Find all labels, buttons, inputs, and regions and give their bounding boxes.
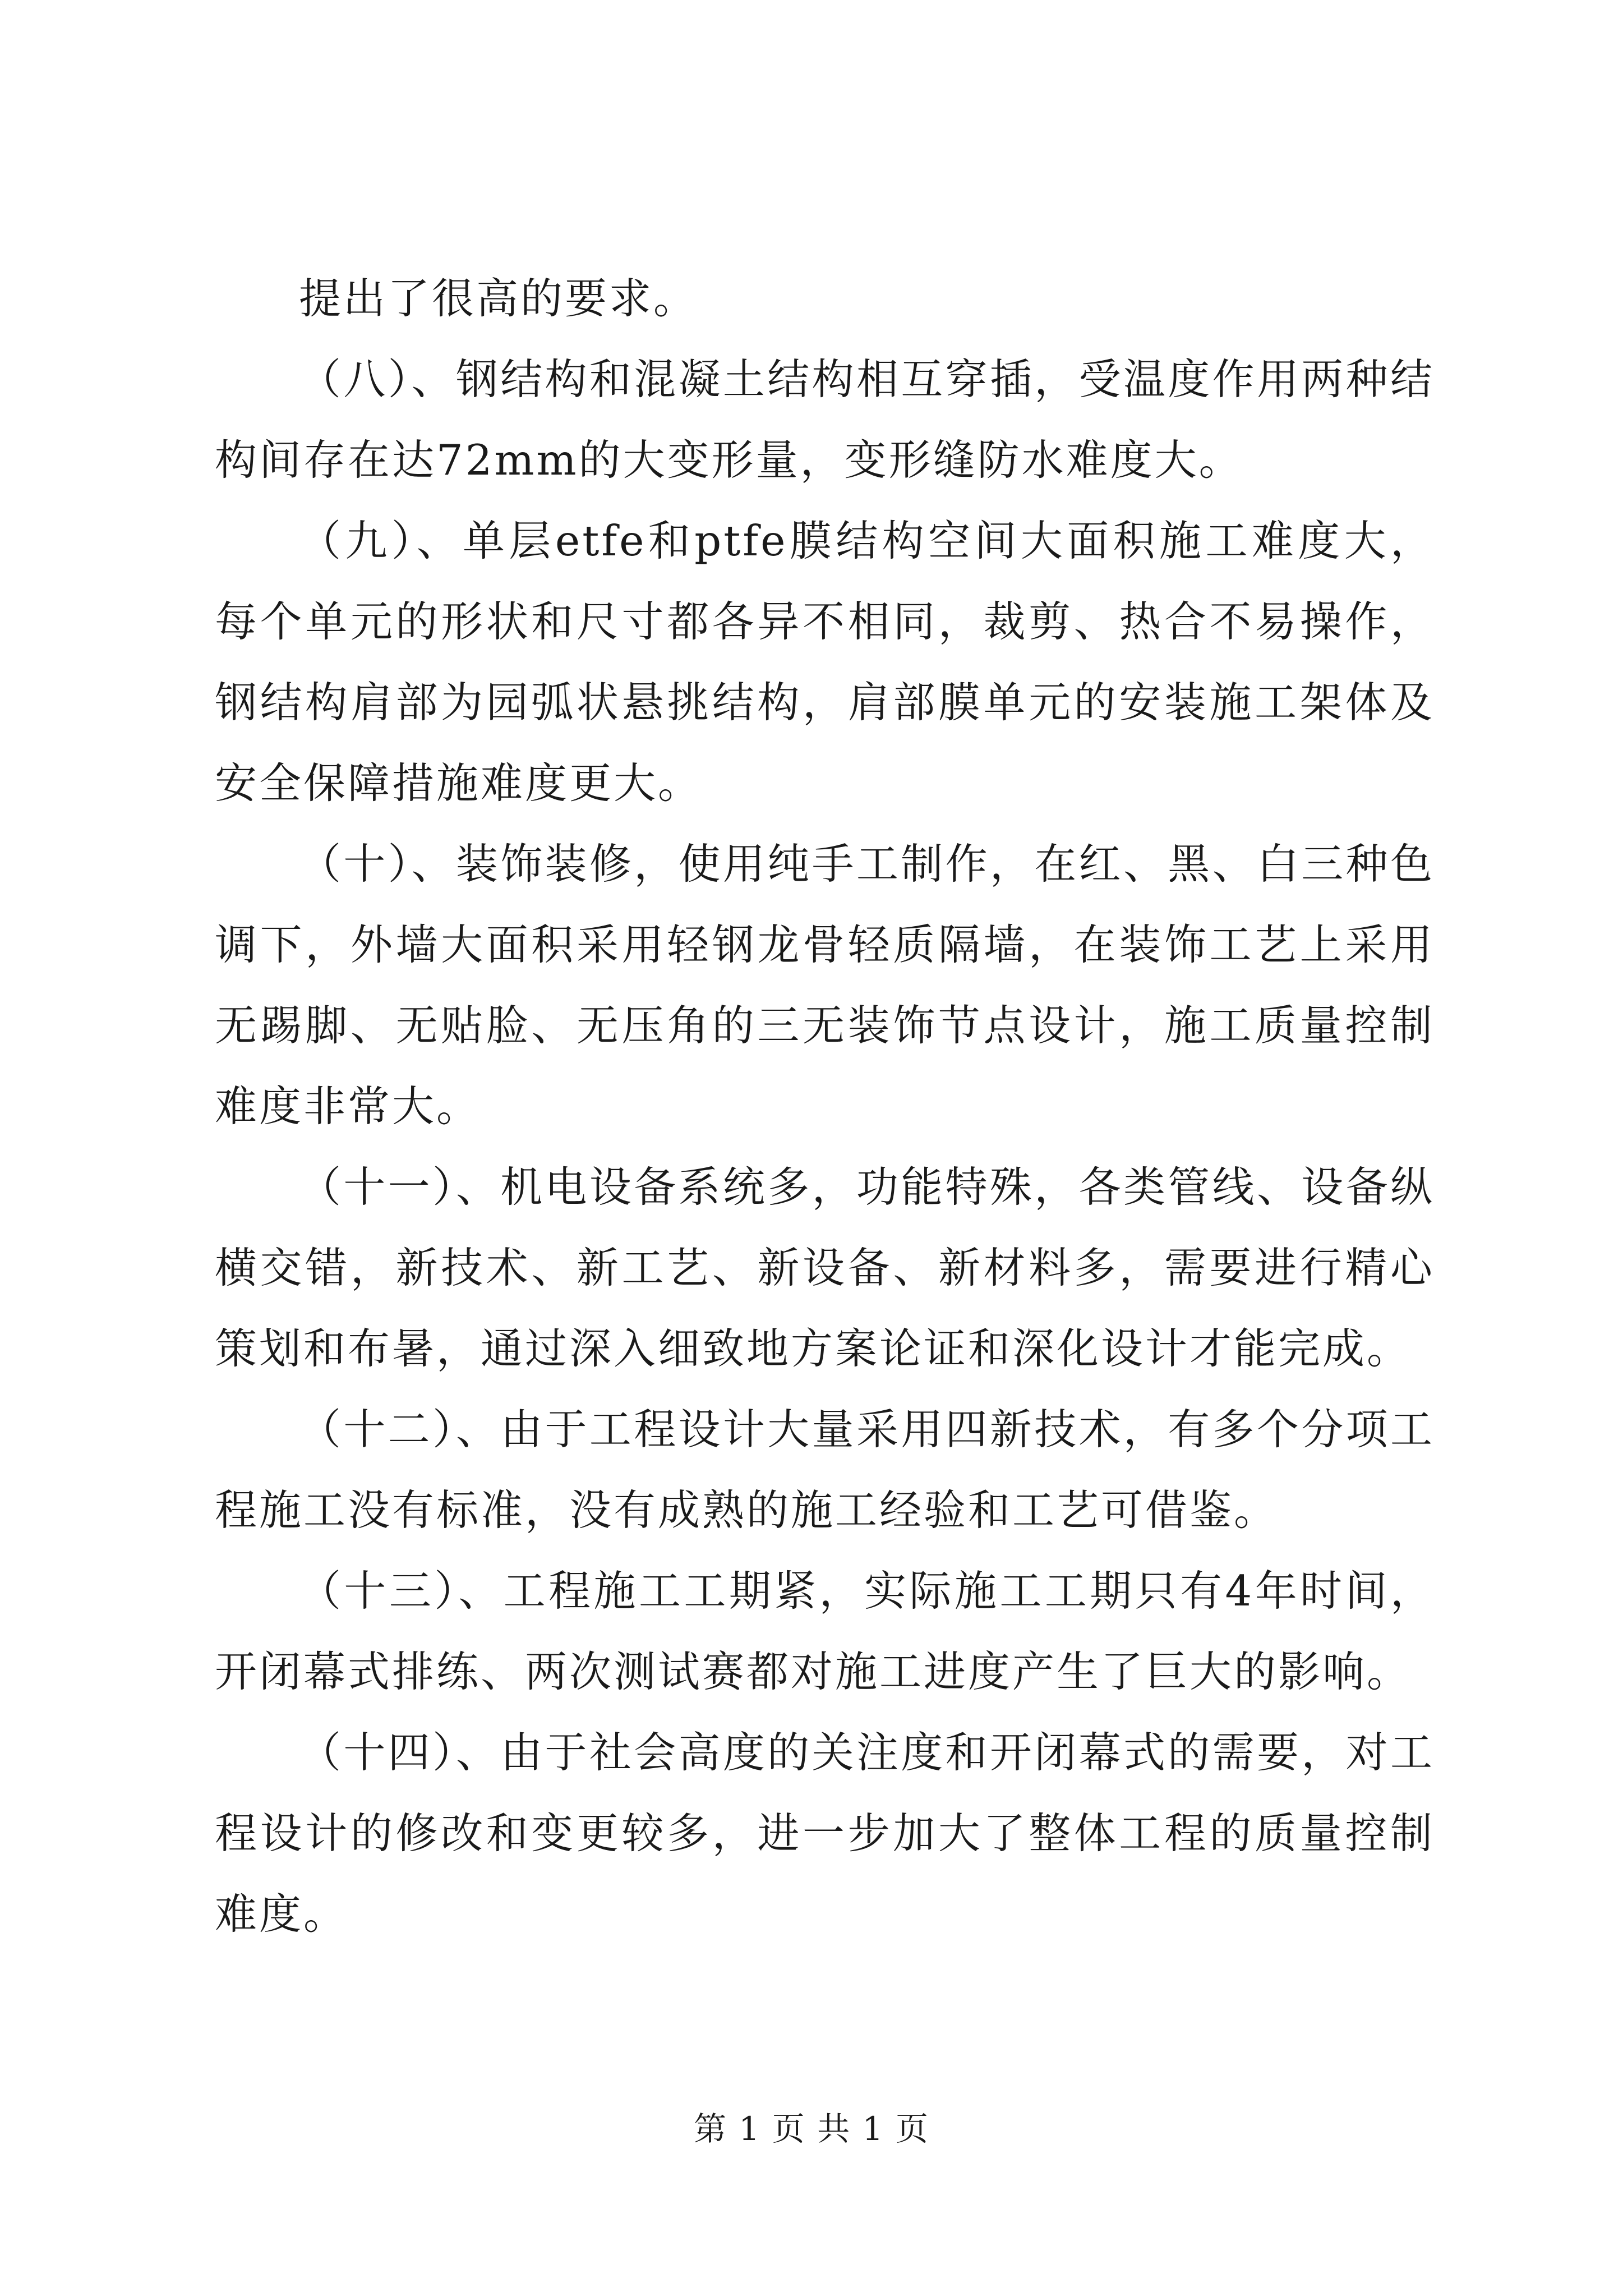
paragraph-continuation: 提出了很高的要求。 (299, 274, 698, 323)
paragraph-item-13: （十三）、工程施工工期紧，实际施工工期只有4年时间，开闭幕式排练、两次测试赛都对施工进度产生了巨大的影响。 (215, 1566, 1435, 1696)
document-body (215, 258, 1435, 1954)
paragraph-item-11: （十一）、机电设备系统多，功能特殊，各类管线、设备纵横交错，新技术、新工艺、新设备、新材料多，需要进行精心策划和布暑，通过深入细致地方案论证和深化设计才能完成。 (215, 1162, 1435, 1373)
paragraph-item-12: （十二）、由于工程设计大量采用四新技术，有多个分项工程施工没有标准，没有成熟的施工经验和工艺可借鉴。 (215, 1405, 1435, 1535)
paragraph-item-9: （九）、单层etfe和ptfe膜结构空间大面积施工难度大，每个单元的形状和尺寸都各异不相同，裁剪、热合不易操作，钢结构肩部为园弧状悬挑结构，肩部膜单元的安装施工架体及安全保障措施难度更大。 (215, 516, 1435, 808)
paragraph-item-8: （八）、钢结构和混凝土结构相互穿插，受温度作用两种结构间存在达72mm的大变形量，变形缝防水难度大。 (215, 355, 1435, 485)
page-footer: 第 1 页 共 1 页 (694, 2110, 929, 2148)
paragraph-item-14: （十四）、由于社会高度的关注度和开闭幕式的需要，对工程设计的修改和变更较多，进一步加大了整体工程的质量控制难度。 (215, 1728, 1435, 1939)
paragraph-item-10: （十）、装饰装修，使用纯手工制作，在红、黑、白三种色调下，外墙大面积采用轻钢龙骨轻质隔墙，在装饰工艺上采用无踢脚、无贴脸、无压角的三无装饰节点设计，施工质量控制难度非常大。 (215, 839, 1435, 1131)
